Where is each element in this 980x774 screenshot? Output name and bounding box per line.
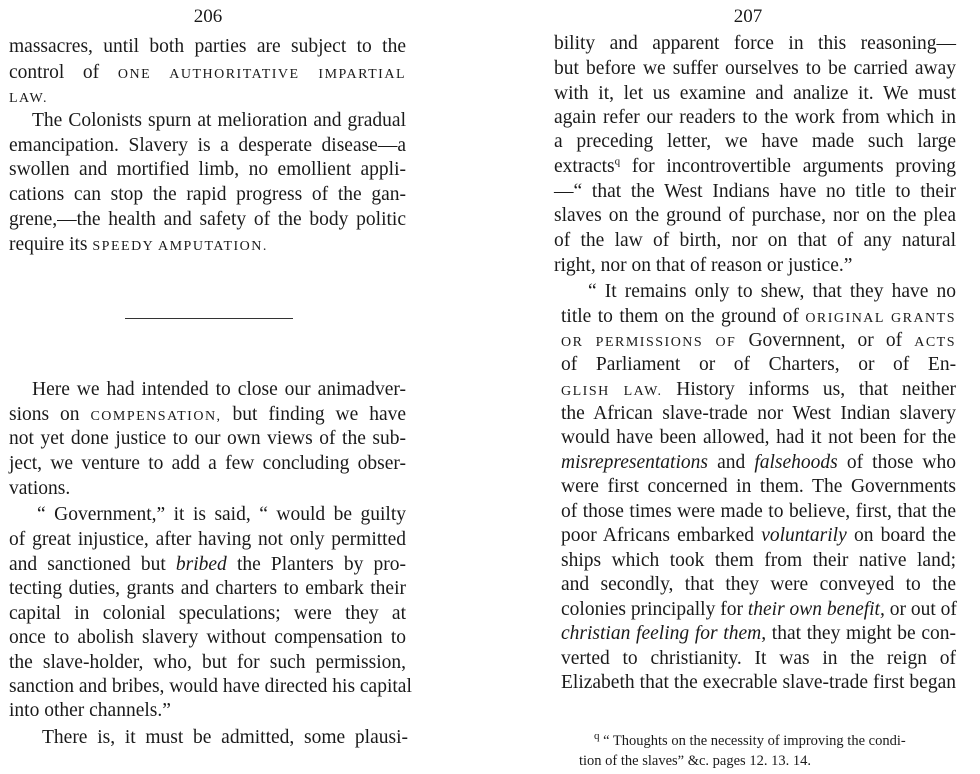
text-line: verted to christianity. It was in the reign of xyxy=(561,648,956,669)
text-line: Elizabeth that the execrable slave-trade first began xyxy=(561,672,956,693)
text-line: right, nor on that of reason or justice.” xyxy=(554,255,853,276)
text-line: into other channels.” xyxy=(9,700,171,721)
text-line: sions on COMPENSATION, but finding we have xyxy=(9,404,407,425)
text-line: poor Africans embarked voluntarily on board the xyxy=(561,525,956,546)
page-number: 206 xyxy=(193,6,223,27)
text-line: with it, let us examine and analize it. We must xyxy=(554,83,956,104)
text-line: OR PERMISSIONS OF Governnent, or of ACTS xyxy=(561,330,957,351)
text-line: not yet done justice to our own views of the sub- xyxy=(9,428,406,449)
text-line: but before we suffer ourselves to be carried away xyxy=(554,58,956,79)
text-line: massacres, until both parties are subject to the xyxy=(9,36,406,57)
text-line: cations can stop the rapid progress of the gan- xyxy=(9,184,406,205)
text-line: of Parliament or of Charters, or of En- xyxy=(561,354,957,375)
text-line: of the law of birth, nor on that of any natural xyxy=(554,230,956,251)
text-line: ject, we venture to add a few concluding obser- xyxy=(9,453,406,474)
text-line: were first concerned in them. The Governments xyxy=(561,476,956,497)
footnote-marker: q xyxy=(594,730,600,743)
text-line: LAW. xyxy=(9,91,48,106)
page-number: 207 xyxy=(733,6,763,27)
text-line: —“ that the West Indians have no title to their xyxy=(554,181,956,202)
text-line: “ Government,” it is said, “ would be guilty xyxy=(37,504,406,525)
text-line: “ It remains only to shew, that they have no xyxy=(588,281,956,302)
footnote: $^q$ “ Thoughts on the necessity of improving the condi- xyxy=(594,730,906,749)
text-line: and sanctioned but bribed the Planters by pro- xyxy=(9,554,407,575)
text-line: The Colonists spurn at melioration and gradual xyxy=(32,110,406,131)
text-line: title to them on the ground of ORIGINAL GRANTS xyxy=(561,306,957,327)
text-line: would have been allowed, had it not been for the xyxy=(561,427,956,448)
text-line: require its SPEEDY AMPUTATION. xyxy=(9,234,268,255)
text-line: grene,—the health and safety of the body politic xyxy=(9,209,406,230)
text-line: control of ONE AUTHORITATIVE IMPARTIAL xyxy=(9,62,406,83)
text-line: colonies principally for their own benefit, or out of xyxy=(561,599,957,620)
text-line: emancipation. Slavery is a desperate disease—a xyxy=(9,135,406,156)
text-line: swollen and mortified limb, no emollient appli- xyxy=(9,159,406,180)
text-line: There is, it must be admitted, some plausi- xyxy=(42,727,408,748)
text-line: bility and apparent force in this reasoning— xyxy=(554,33,956,54)
text-line: Here we had intended to close our animadver- xyxy=(32,379,406,400)
text-line: the African slave-trade nor West Indian slavery xyxy=(561,403,956,424)
text-line: GLISH LAW. History informs us, that neither xyxy=(561,379,956,400)
text-line: the slave-holder, who, but for such permission, xyxy=(9,652,406,673)
right-page xyxy=(490,0,980,774)
text-line: once to abolish slavery without compensation to xyxy=(9,627,406,648)
text-line: capital in colonial speculations; were they at xyxy=(9,603,406,624)
text-line: vations. xyxy=(9,478,71,499)
text-line: slaves on the ground of purchase, nor on the plea xyxy=(554,205,956,226)
text-line: extracts$^q$ for incontrovertible arguments proving xyxy=(554,155,956,177)
left-page xyxy=(0,0,470,774)
text-line: of those times were made to believe, first, that the xyxy=(561,501,956,522)
text-line: ships which took them from their native land; xyxy=(561,550,956,571)
footnote: tion of the slaves” &c. pages 12. 13. 14. xyxy=(579,753,811,769)
footnote-marker: q xyxy=(614,155,621,168)
text-line: misrepresentations and falsehoods of those who xyxy=(561,452,956,473)
text-line: christian feeling for them, that they might be con- xyxy=(561,623,957,644)
text-line: again refer our readers to the work from which in xyxy=(554,107,956,128)
text-line: a preceding letter, we have made such large xyxy=(554,131,956,152)
text-line: and secondly, that they were conveyed to the xyxy=(561,574,956,595)
text-line: of great injustice, after having not only permitted xyxy=(9,529,406,550)
section-divider xyxy=(125,318,293,319)
text-line: sanction and bribes, would have directed his capital xyxy=(9,676,412,697)
text-line: tecting duties, grants and charters to embark their xyxy=(9,578,406,599)
